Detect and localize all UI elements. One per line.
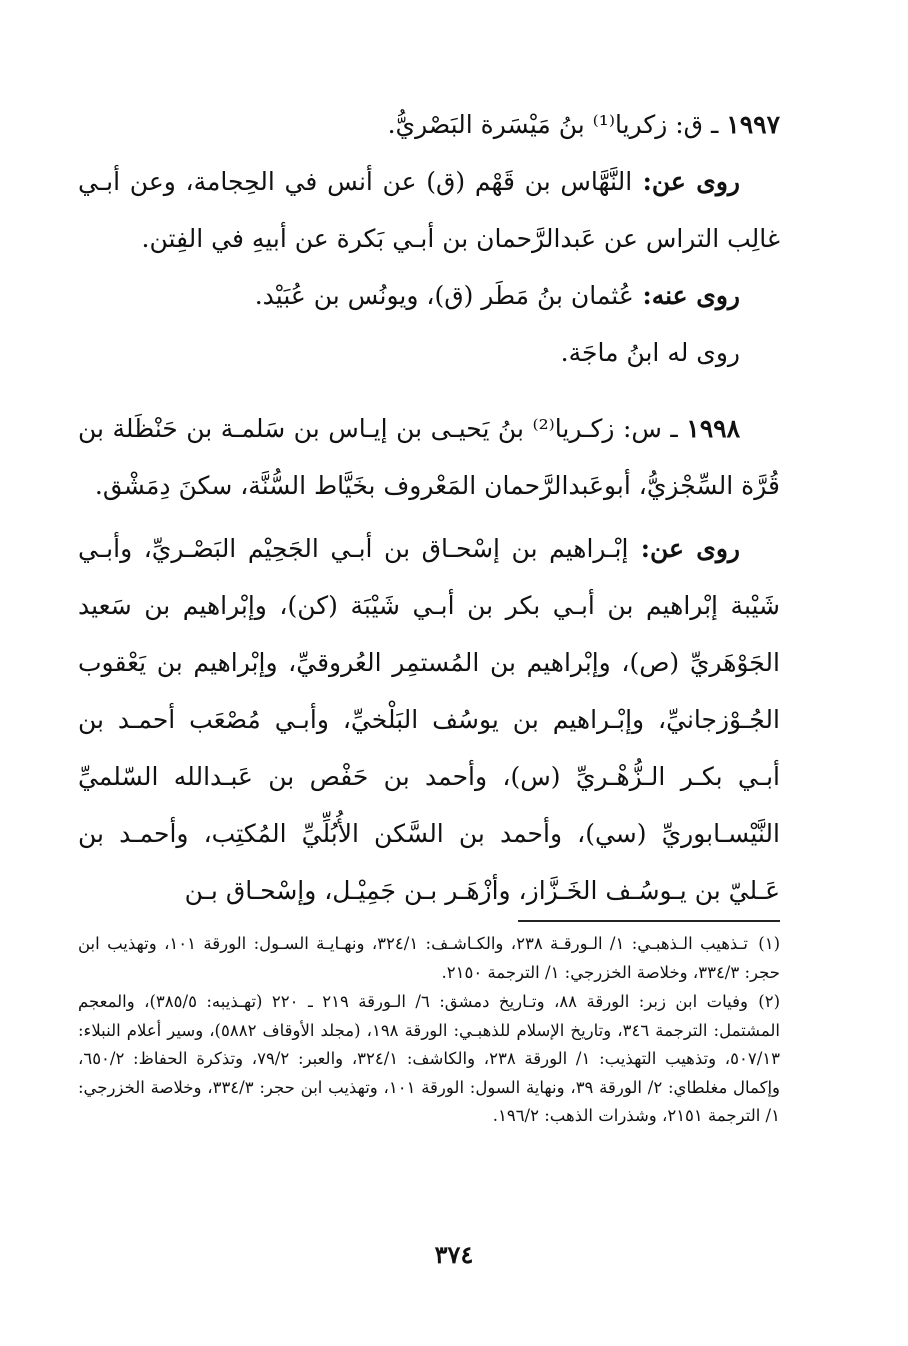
paragraph-label: روى عن:: [632, 167, 740, 196]
narrated-from-paragraph: [78, 520, 780, 919]
narrated-for-paragraph: [78, 324, 780, 381]
footnote-1: [78, 930, 780, 987]
entry-1997: [78, 96, 780, 381]
paragraph-text: روى له ابنُ ماجَة.: [560, 338, 740, 367]
paragraph-text: إبْـراهيم بن إسْحـاق بن أبـي الجَحِيْم البَصْـريِّ، وأبـي شَيْبة إبْراهيم بن أبـي بكر بن أبـي شَيْبَة (كن)، وإبْراهيم بن سَعيد الجَوْهَريِّ (ص)، وإبْراهيم بن المُستمِر العُروقيِّ، وإبْراهيم بن يَعْقوب الجُـوْزجانيِّ، وإبْـراهيم بن يوسُف البَلْخيِّ، وأبـي مُصْعَب أحمـد بن أبـي بكـر الـزُّهْـريِّ (س)، وأحمد بن حَفْص بن عَبـدالله السّلميِّ النَّيْسـابوريِّ (سي)، وأحمد بن السَّكن الأُبُلِّيِّ المُكتِب، وأحمـد بن عَـليّ بن يـوسُـف الخَـزَّاز، وأزْهَـر بـن جَمِيْـل، وإسْحـاق بـن: [78, 534, 780, 905]
footnote-2: [78, 988, 780, 1131]
entry-heading: [78, 96, 780, 153]
entry-number: ١٩٩٨: [686, 414, 740, 443]
paragraph-label: روى عنه:: [633, 281, 740, 310]
paragraph-text: عُثمان بنُ مَطَر (ق)، ويونُس بن عُبَيْد.: [254, 281, 634, 310]
footnote-divider: [518, 920, 780, 922]
paragraph-text: النَّهَّاس بن قَهْم (ق) عن أنس في الحِجامة، وعن أبـي غالِب التراس عن عَبدالرَّحمان بن أبـي بَكرة عن أبيهِ في الفِتن.: [78, 167, 780, 253]
narrated-by-paragraph: [78, 267, 780, 324]
entry-heading-text: ـ س: زكـريا⁽²⁾ بنُ يَحيـى بن إيـاس بن سَلمـة بن حَنْظَلة بن قُرَّة السِّجْزيُّ، أبوعَبدالرَّحمان المَعْروف بخَيَّاط السُّنَّة، سكنَ دِمَشْق.: [78, 414, 780, 500]
footnote-number: (١): [758, 934, 780, 953]
entry-number: ١٩٩٧: [726, 110, 780, 139]
footnote-text: وفيات ابن زبر: الورقة ٨٨، وتـاريخ دمشق: ٦/ الـورقة ٢١٩ ـ ٢٢٠ (تهـذيبه: ٣٨٥/٥)، والمعجم المشتمل: الترجمة ٣٤٦، وتاريخ الإسلام للذهبـي: الورقة ١٩٨، (مجلد الأوقاف ٥٨٨٢)، وسير أعلام النبلاء: ٥٠٧/١٣، وتذهيب التهذيب: ١/ الورقة ٢٣٨، والكاشف: ٣٢٤/١، والعبر: ٧٩/٢، وتذكرة الحفاظ: ٦٥٠/٢، وإكمال مغلطاي: ٢/ الورقة ٣٩، ونهاية السول: الورقة ١٠١، وتهذيب ابن حجر: ٣٣٤/٣، وخلاصة الخزرجي: ١/ الترجمة ٢١٥١، وشذرات الذهب: ١٩٦/٢.: [78, 992, 781, 1125]
entry-heading-text: ـ ق: زكريا⁽¹⁾ بنُ مَيْسَرة البَصْريُّ.: [387, 110, 727, 139]
page-number: ٣٧٤: [434, 1240, 474, 1269]
entry-1998: [78, 400, 780, 919]
footnote-number: (٢): [758, 992, 780, 1011]
narrated-from-paragraph: [78, 153, 780, 267]
paragraph-label: روى عن:: [628, 534, 740, 563]
entry-heading: [78, 400, 780, 514]
footnote-text: تـذهيب الـذهبـي: ١/ الـورقـة ٢٣٨، والكـاشـف: ٣٢٤/١، ونهـايـة السـول: الورقة ١٠١، وتهذيب ابن حجر: ٣٣٤/٣، وخلاصة الخزرجي: ١/ الترجمة ٢١٥٠.: [78, 934, 780, 982]
